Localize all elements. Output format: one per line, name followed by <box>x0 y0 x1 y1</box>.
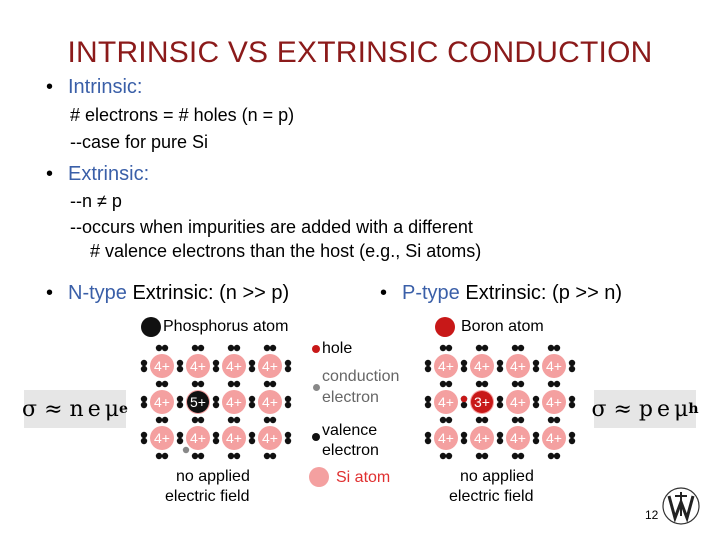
valence-electron <box>213 366 219 372</box>
atom-charge-label: 4+ <box>546 430 562 446</box>
valence-electron <box>249 438 255 444</box>
atom-charge-label: 4+ <box>510 430 526 446</box>
valence-electron <box>213 360 219 366</box>
valence-electron <box>249 366 255 372</box>
valence-electron <box>198 417 204 423</box>
valence-electron <box>177 360 183 366</box>
valence-electron <box>249 396 255 402</box>
n-type-heading <box>46 282 289 305</box>
valence-electron <box>533 438 539 444</box>
conduction-electron-icon <box>313 384 320 391</box>
atom-charge-label: 4+ <box>438 394 454 410</box>
valence-electron <box>440 345 446 351</box>
n-type-field-label-1: no applied <box>176 468 250 485</box>
p-type-rest: Extrinsic: (p >> n) <box>459 282 623 304</box>
valence-electron <box>548 417 554 423</box>
phosphorus-atom-icon <box>141 317 161 337</box>
valence-electron <box>518 417 524 423</box>
valence-electron <box>497 360 503 366</box>
valence-electron <box>533 360 539 366</box>
n-symbol: n <box>69 396 84 422</box>
mu-subscript: h <box>688 401 699 417</box>
atom-charge-label: 4+ <box>226 358 242 374</box>
valence-electron <box>285 360 291 366</box>
valence-electron <box>533 366 539 372</box>
valence-electron <box>162 345 168 351</box>
valence-electron <box>425 366 431 372</box>
extrinsic-bullet <box>46 163 149 186</box>
mu-symbol: μ <box>104 396 120 422</box>
valence-electron-icon <box>312 433 320 441</box>
legend-valence-2: electron <box>322 442 379 459</box>
valence-electron <box>446 453 452 459</box>
bullet-icon: • <box>46 76 54 98</box>
valence-electron <box>141 360 147 366</box>
valence-electron <box>482 453 488 459</box>
valence-electron <box>192 345 198 351</box>
bullet-icon: • <box>46 163 54 185</box>
valence-electron <box>141 438 147 444</box>
valence-electron <box>285 402 291 408</box>
valence-electron <box>141 366 147 372</box>
valence-electron <box>440 417 446 423</box>
atom-charge-label: 4+ <box>226 394 242 410</box>
valence-electron <box>512 453 518 459</box>
valence-electron <box>512 345 518 351</box>
approx-symbol: ≈ <box>44 396 63 422</box>
atom-charge-label: 4+ <box>262 430 278 446</box>
valence-electron <box>425 438 431 444</box>
valence-electron <box>177 438 183 444</box>
boron-atom-icon <box>435 317 455 337</box>
valence-electron <box>512 381 518 387</box>
valence-electron <box>548 345 554 351</box>
mu-symbol: μ <box>674 396 689 422</box>
valence-electron <box>228 381 234 387</box>
valence-electron <box>264 453 270 459</box>
valence-electron <box>476 453 482 459</box>
valence-electron <box>192 417 198 423</box>
valence-electron <box>264 381 270 387</box>
valence-electron <box>425 360 431 366</box>
valence-electron <box>249 432 255 438</box>
valence-electron <box>446 345 452 351</box>
valence-electron <box>482 381 488 387</box>
valence-electron <box>234 345 240 351</box>
valence-electron <box>497 432 503 438</box>
intrinsic-heading: Intrinsic: <box>68 76 143 98</box>
valence-electron <box>270 381 276 387</box>
n-type-rest: Extrinsic: (n >> p) <box>126 282 290 304</box>
valence-electron <box>554 453 560 459</box>
valence-electron <box>156 345 162 351</box>
valence-electron <box>249 360 255 366</box>
valence-electron <box>198 345 204 351</box>
page-number: 12 <box>645 508 659 522</box>
valence-electron <box>177 402 183 408</box>
valence-electron <box>446 417 452 423</box>
valence-electron <box>162 453 168 459</box>
p-type-conductivity-equation <box>591 390 699 428</box>
valence-electron <box>569 402 575 408</box>
atom-charge-label: 4+ <box>154 394 170 410</box>
valence-electron <box>141 432 147 438</box>
valence-electron <box>569 396 575 402</box>
valence-electron <box>234 417 240 423</box>
atom-charge-label: 4+ <box>438 430 454 446</box>
valence-electron <box>213 438 219 444</box>
valence-electron <box>264 345 270 351</box>
valence-electron <box>569 438 575 444</box>
valence-electron <box>234 381 240 387</box>
bullet-icon: • <box>46 282 54 304</box>
valence-electron <box>285 366 291 372</box>
p-type-field-label-2: electric field <box>449 488 534 505</box>
valence-electron <box>425 396 431 402</box>
valence-electron <box>285 396 291 402</box>
sigma-symbol: σ <box>22 396 38 422</box>
hole <box>461 396 467 402</box>
valence-electron <box>177 396 183 402</box>
valence-electron <box>533 432 539 438</box>
valence-electron <box>228 417 234 423</box>
valence-electron <box>482 345 488 351</box>
valence-electron <box>476 345 482 351</box>
valence-electron <box>476 417 482 423</box>
valence-electron <box>228 453 234 459</box>
atom-charge-label: 4+ <box>438 358 454 374</box>
intrinsic-bullet <box>46 76 142 99</box>
valence-electron <box>476 381 482 387</box>
valence-electron <box>425 432 431 438</box>
valence-electron <box>213 396 219 402</box>
valence-electron <box>446 381 452 387</box>
valence-electron <box>270 453 276 459</box>
valence-electron <box>482 417 488 423</box>
boron-atom-label: Boron atom <box>461 318 544 335</box>
valence-electron <box>461 366 467 372</box>
atom-charge-label: 4+ <box>546 394 562 410</box>
valence-electron <box>198 453 204 459</box>
n-type-lattice-grid <box>141 345 291 459</box>
valence-electron <box>569 432 575 438</box>
valence-electron <box>548 453 554 459</box>
valence-electron <box>156 417 162 423</box>
valence-electron <box>213 402 219 408</box>
e-symbol: e <box>87 396 101 422</box>
valence-electron <box>554 417 560 423</box>
valence-electron <box>440 381 446 387</box>
valence-electron <box>213 432 219 438</box>
atom-charge-label: 4+ <box>226 430 242 446</box>
atom-charge-label: 4+ <box>474 430 490 446</box>
valence-electron <box>270 345 276 351</box>
legend-si-atom: Si atom <box>336 469 391 486</box>
atom-charge-label: 4+ <box>154 430 170 446</box>
p-type-prefix: P-type <box>402 282 460 304</box>
valence-electron <box>497 402 503 408</box>
valence-electron <box>141 402 147 408</box>
p-type-field-label-1: no applied <box>460 468 534 485</box>
conduction-electron <box>183 447 189 453</box>
intrinsic-line-1: # electrons = # holes (n = p) <box>70 105 295 125</box>
atom-charge-label: 4+ <box>510 358 526 374</box>
valence-electron <box>518 381 524 387</box>
extrinsic-line-3: # valence electrons than the host (e.g., Si atoms) <box>90 241 482 261</box>
dopant-charge-label: 5+ <box>190 394 206 410</box>
valence-electron <box>228 345 234 351</box>
extrinsic-line-1: --n ≠ p <box>70 191 122 211</box>
valence-electron <box>497 366 503 372</box>
valence-electron <box>162 381 168 387</box>
valence-electron <box>518 453 524 459</box>
valence-electron <box>285 432 291 438</box>
dopant-charge-label: 3+ <box>474 394 490 410</box>
valence-electron <box>270 417 276 423</box>
atom-charge-label: 4+ <box>190 358 206 374</box>
valence-electron <box>264 417 270 423</box>
valence-electron <box>554 345 560 351</box>
valence-electron <box>548 381 554 387</box>
n-type-conductivity-equation <box>24 390 126 428</box>
hole-icon <box>312 345 320 353</box>
university-logo-icon <box>661 486 701 526</box>
valence-electron <box>497 438 503 444</box>
valence-electron <box>497 396 503 402</box>
atom-charge-label: 4+ <box>510 394 526 410</box>
valence-electron <box>192 453 198 459</box>
valence-electron <box>554 381 560 387</box>
legend-conduction-1: conduction <box>322 368 400 385</box>
legend-hole: hole <box>322 340 353 357</box>
intrinsic-line-2: --case for pure Si <box>70 132 209 152</box>
atom-charge-label: 4+ <box>262 358 278 374</box>
valence-electron <box>177 432 183 438</box>
e-symbol: e <box>657 396 671 422</box>
p-symbol: p <box>638 396 654 422</box>
p-type-lattice-grid <box>425 345 575 459</box>
valence-electron <box>512 417 518 423</box>
valence-electron <box>162 417 168 423</box>
valence-electron <box>234 453 240 459</box>
valence-electron <box>461 360 467 366</box>
valence-electron <box>440 453 446 459</box>
legend-conduction-2: electron <box>322 389 379 406</box>
valence-electron <box>569 366 575 372</box>
n-type-field-label-2: electric field <box>165 488 250 505</box>
valence-electron <box>192 381 198 387</box>
n-type-lattice <box>140 340 300 470</box>
extrinsic-line-2: --occurs when impurities are added with a different <box>70 217 473 237</box>
extrinsic-heading: Extrinsic: <box>68 163 150 185</box>
valence-electron <box>156 381 162 387</box>
valence-electron <box>518 345 524 351</box>
valence-electron <box>177 366 183 372</box>
p-type-heading <box>380 282 622 305</box>
valence-electron <box>461 402 467 408</box>
valence-electron <box>156 453 162 459</box>
atom-charge-label: 4+ <box>190 430 206 446</box>
legend-valence-1: valence <box>322 422 378 439</box>
valence-electron <box>533 402 539 408</box>
atom-charge-label: 4+ <box>262 394 278 410</box>
bullet-icon: • <box>380 282 388 304</box>
si-atom-icon <box>309 467 329 487</box>
approx-symbol: ≈ <box>613 396 632 422</box>
phosphorus-atom-label: Phosphorus atom <box>163 318 289 335</box>
mu-subscript: e <box>119 401 128 417</box>
n-type-prefix: N-type <box>68 282 127 304</box>
valence-electron <box>533 396 539 402</box>
atom-charge-label: 4+ <box>154 358 170 374</box>
p-type-lattice <box>424 340 584 470</box>
atom-charge-label: 4+ <box>546 358 562 374</box>
valence-electron <box>249 402 255 408</box>
valence-electron <box>425 402 431 408</box>
sigma-symbol: σ <box>591 396 607 422</box>
valence-electron <box>461 432 467 438</box>
valence-electron <box>569 360 575 366</box>
valence-electron <box>461 438 467 444</box>
valence-electron <box>198 381 204 387</box>
atom-charge-label: 4+ <box>474 358 490 374</box>
slide-title: INTRINSIC VS EXTRINSIC CONDUCTION <box>67 36 653 69</box>
valence-electron <box>285 438 291 444</box>
valence-electron <box>141 396 147 402</box>
